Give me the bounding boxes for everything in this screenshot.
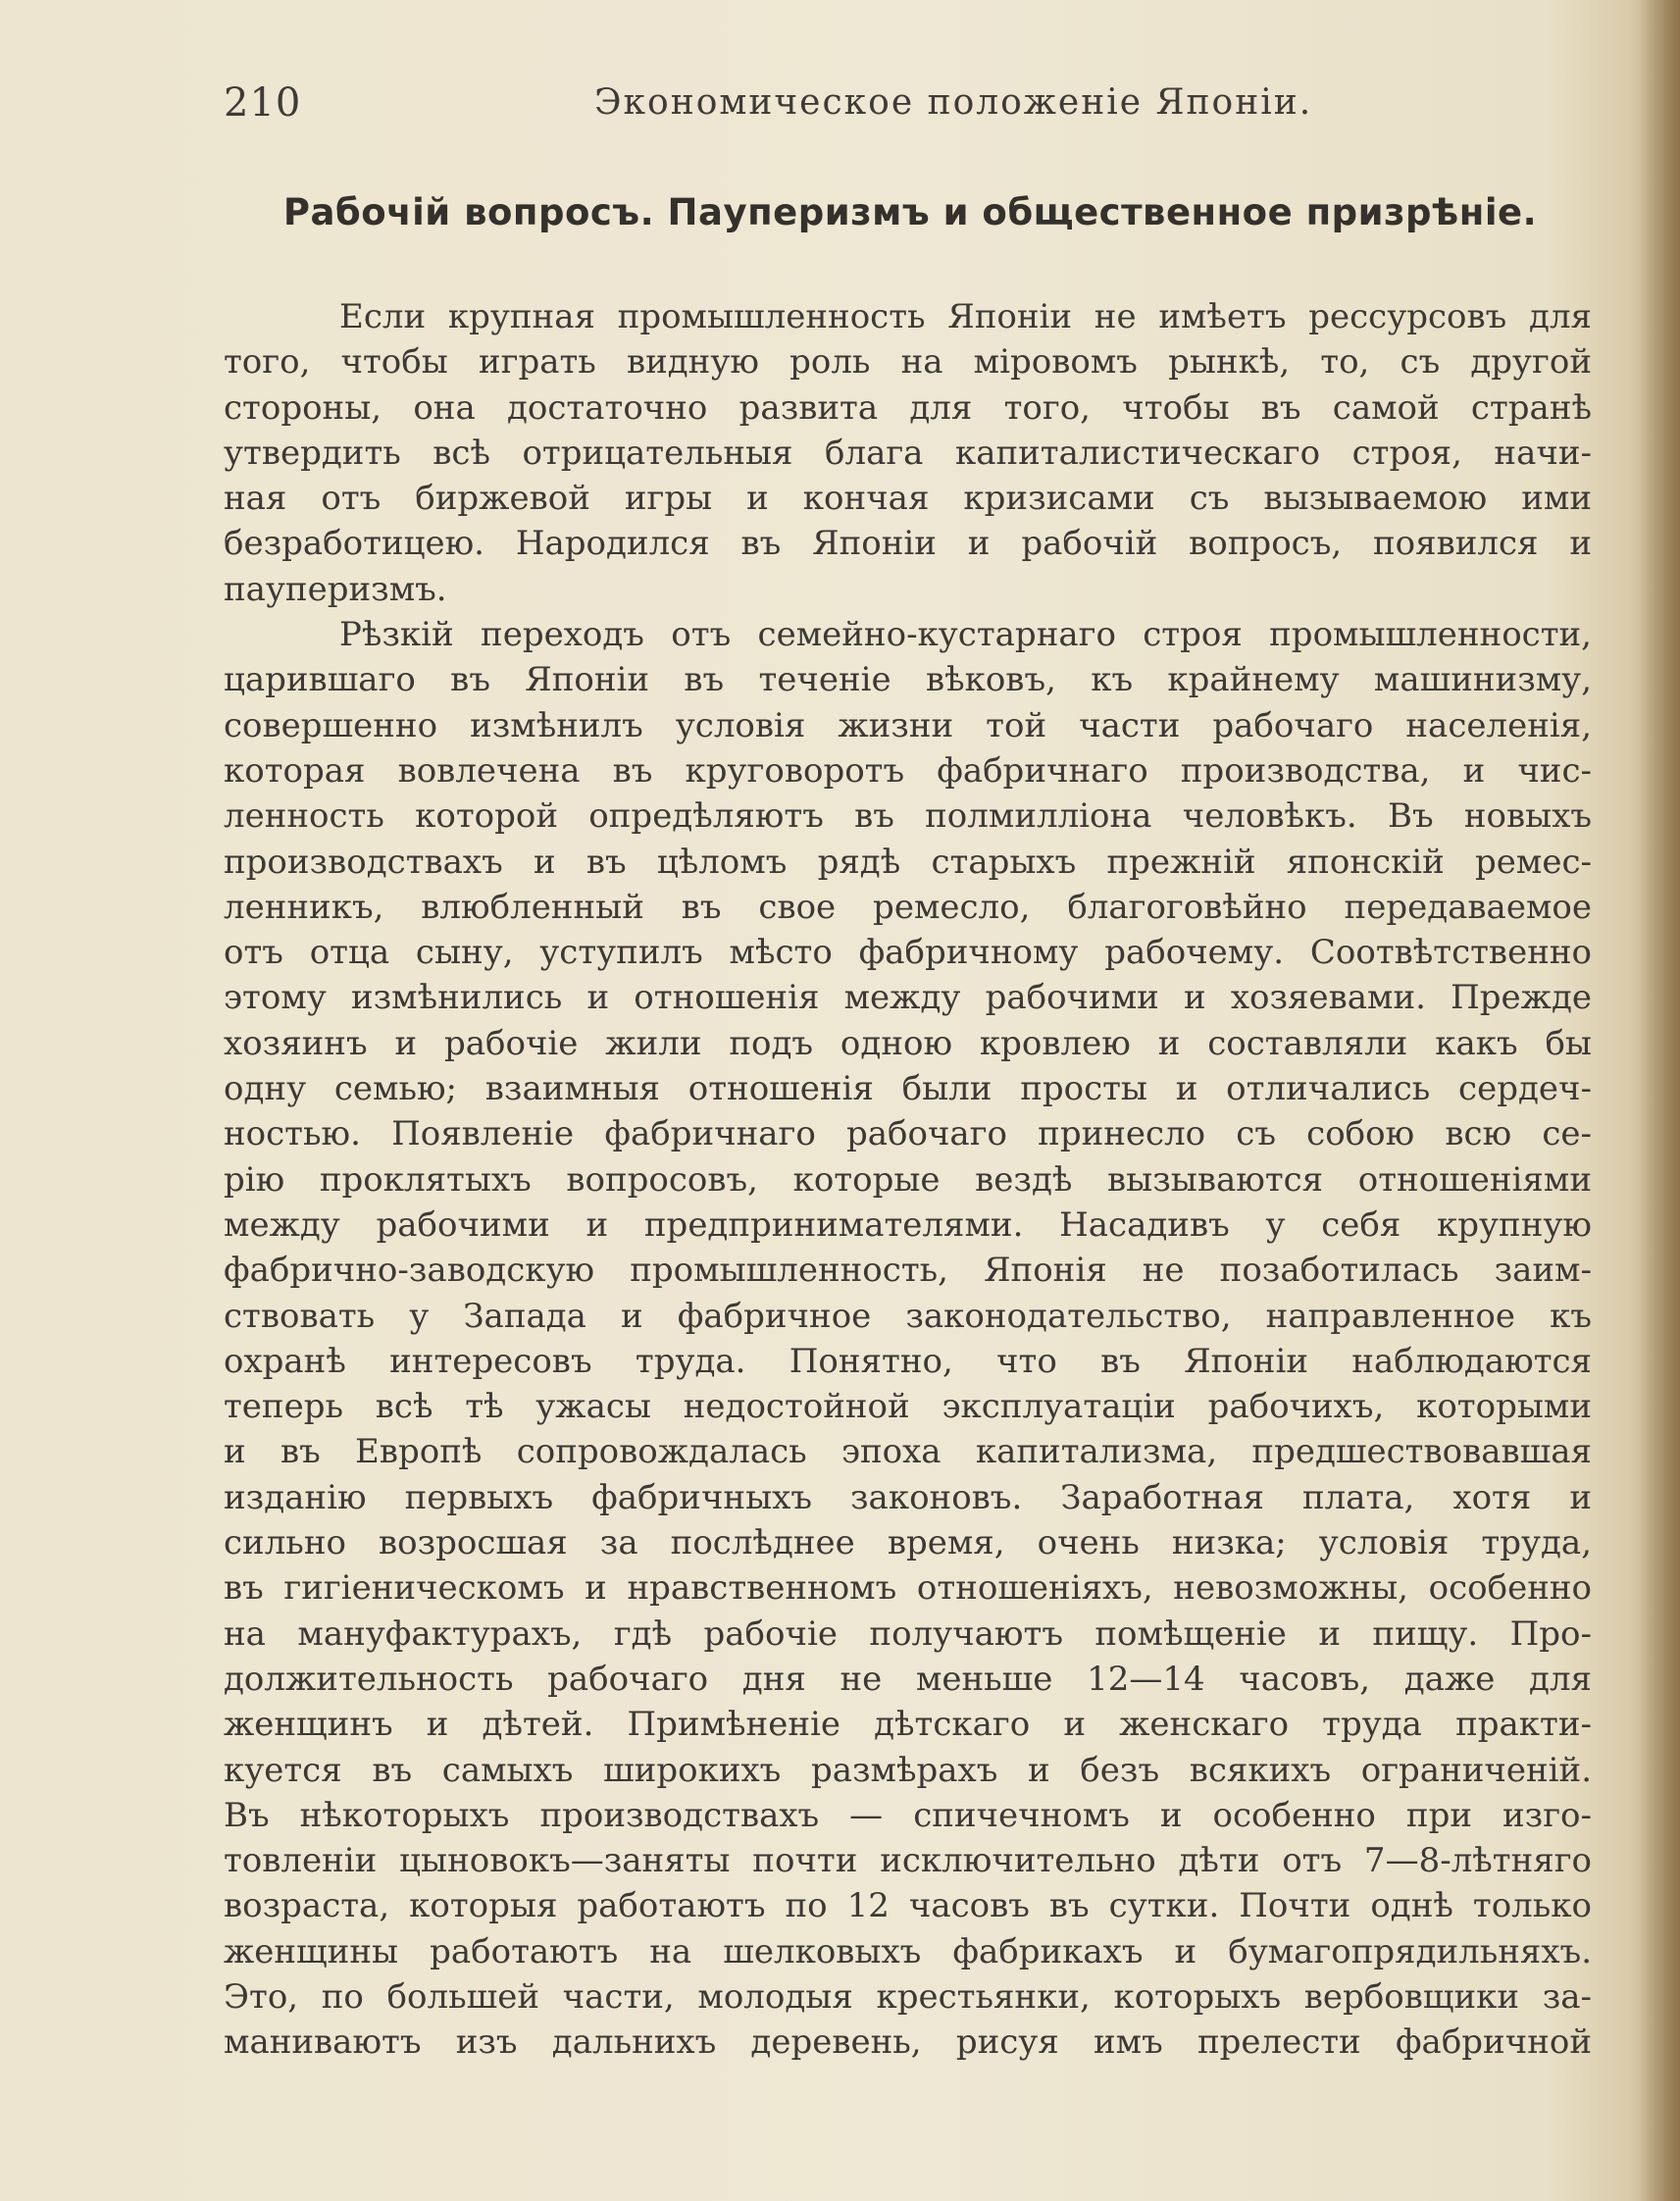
page-edge-shadow [1641,0,1680,2201]
text-line: и въ Европѣ сопровождалась эпоха капитализма, предшествовавшая [224,1432,1592,1472]
paragraph-1 [224,294,1592,612]
text-line: Это, по большей части, молодыя крестьянки, которыхъ вербовщики за- [224,1976,1592,2017]
body-text [224,294,1592,2066]
text-line: ная отъ биржевой игры и кончая кризисами съ вызываемою ими [224,479,1592,519]
text-line: пауперизмъ. [224,569,447,609]
text-line: безработицею. Народился въ Японіи и рабочій вопросъ, появился и [224,524,1592,564]
text-line: изданію первыхъ фабричныхъ законовъ. Заработная плата, хотя и [224,1477,1592,1517]
text-line: Рѣзкій переходъ отъ семейно-кустарнаго строя промышленности, [339,615,1592,655]
running-header [224,80,1597,139]
running-title: Экономическое положеніе Японіи. [594,82,1313,123]
text-line: производствахъ и въ цѣломъ рядѣ старыхъ прежній японскій ремес- [224,842,1592,882]
text-line: должительность рабочаго дня не меньше 12—14 часовъ, даже для [224,1659,1592,1699]
text-line: отъ отца сыну, уступилъ мѣсто фабричному рабочему. Соотвѣтственно [224,933,1592,973]
text-line: товленіи цыновокъ—заняты почти исключительно дѣти отъ 7—8-лѣтняго [224,1841,1592,1881]
text-line: возраста, которыя работаютъ по 12 часовъ въ сутки. Почти однѣ только [224,1886,1592,1926]
text-line: на мануфактурахъ, гдѣ рабочіе получаютъ помѣщеніе и пищу. Про- [224,1613,1592,1654]
text-line: куется въ самыхъ широкихъ размѣрахъ и безъ всякихъ ограниченій. [224,1750,1592,1790]
paragraph-2 [224,612,1592,2066]
text-line: ствовать у Запада и фабричное законодательство, направленное къ [224,1296,1592,1336]
text-line: совершенно измѣнилъ условія жизни той части рабочаго населенія, [224,705,1592,745]
text-line: ленность которой опредѣляютъ въ полмилліона человѣкъ. Въ новыхъ [224,796,1592,837]
text-line: хозяинъ и рабочіе жили подъ одною кровлею и составляли какъ бы [224,1023,1592,1063]
text-line: ленникъ, влюбленный въ свое ремесло, благоговѣйно передаваемое [224,887,1592,927]
text-line: сильно возросшая за послѣднее время, очень низка; условія труда, [224,1523,1592,1563]
text-line: одну семью; взаимныя отношенія были просты и отличались сердеч- [224,1069,1592,1109]
text-line: женщинъ и дѣтей. Примѣненіе дѣтскаго и женскаго труда практи- [224,1705,1592,1745]
text-line: въ гигіеническомъ и нравственномъ отношеніяхъ, невозможны, особенно [224,1568,1592,1609]
text-line: между рабочими и предпринимателями. Насадивъ у себя крупную [224,1204,1592,1245]
text-line: рію проклятыхъ вопросовъ, которые вездѣ вызываются отношеніями [224,1159,1592,1200]
text-line: того, чтобы играть видную роль на міровомъ рынкѣ, то, съ другой [224,342,1592,383]
text-line: ностью. Появленіе фабричнаго рабочаго принесло съ собою всю се- [224,1114,1592,1154]
text-line: Если крупная промышленность Японіи не имѣетъ рессурсовъ для [339,297,1592,336]
text-line: царившаго въ Японіи въ теченіе вѣковъ, къ крайнему машинизму, [224,660,1592,700]
text-line: стороны, она достаточно развита для того, чтобы въ самой странѣ [224,387,1592,428]
text-line: теперь всѣ тѣ ужасы недостойной эксплуатаціи рабочихъ, которыми [224,1387,1592,1427]
text-line: женщины работаютъ на шелковыхъ фабрикахъ и бумагопрядильняхъ. [224,1931,1592,1971]
section-title: Рабочій вопросъ. Пауперизмъ и общественное призрѣніе. [282,191,1538,233]
page-number: 210 [224,80,302,126]
text-line: маниваютъ изъ дальнихъ деревень, рисуя имъ прелести фабричной [224,2022,1592,2063]
text-line: утвердить всѣ отрицательныя блага капиталистическаго строя, начи- [224,433,1592,473]
text-line: Въ нѣкоторыхъ производствахъ — спичечномъ и особенно при изго- [224,1795,1592,1835]
text-line: фабрично-заводскую промышленность, Японія не позаботилась заим- [224,1251,1592,1291]
text-line: этому измѣнились и отношенія между рабочими и хозяевами. Прежде [224,978,1592,1018]
text-line: охранѣ интересовъ труда. Понятно, что въ Японіи наблюдаются [224,1341,1592,1381]
text-line: которая вовлечена въ круговоротъ фабричнаго производства, и чис- [224,750,1592,791]
